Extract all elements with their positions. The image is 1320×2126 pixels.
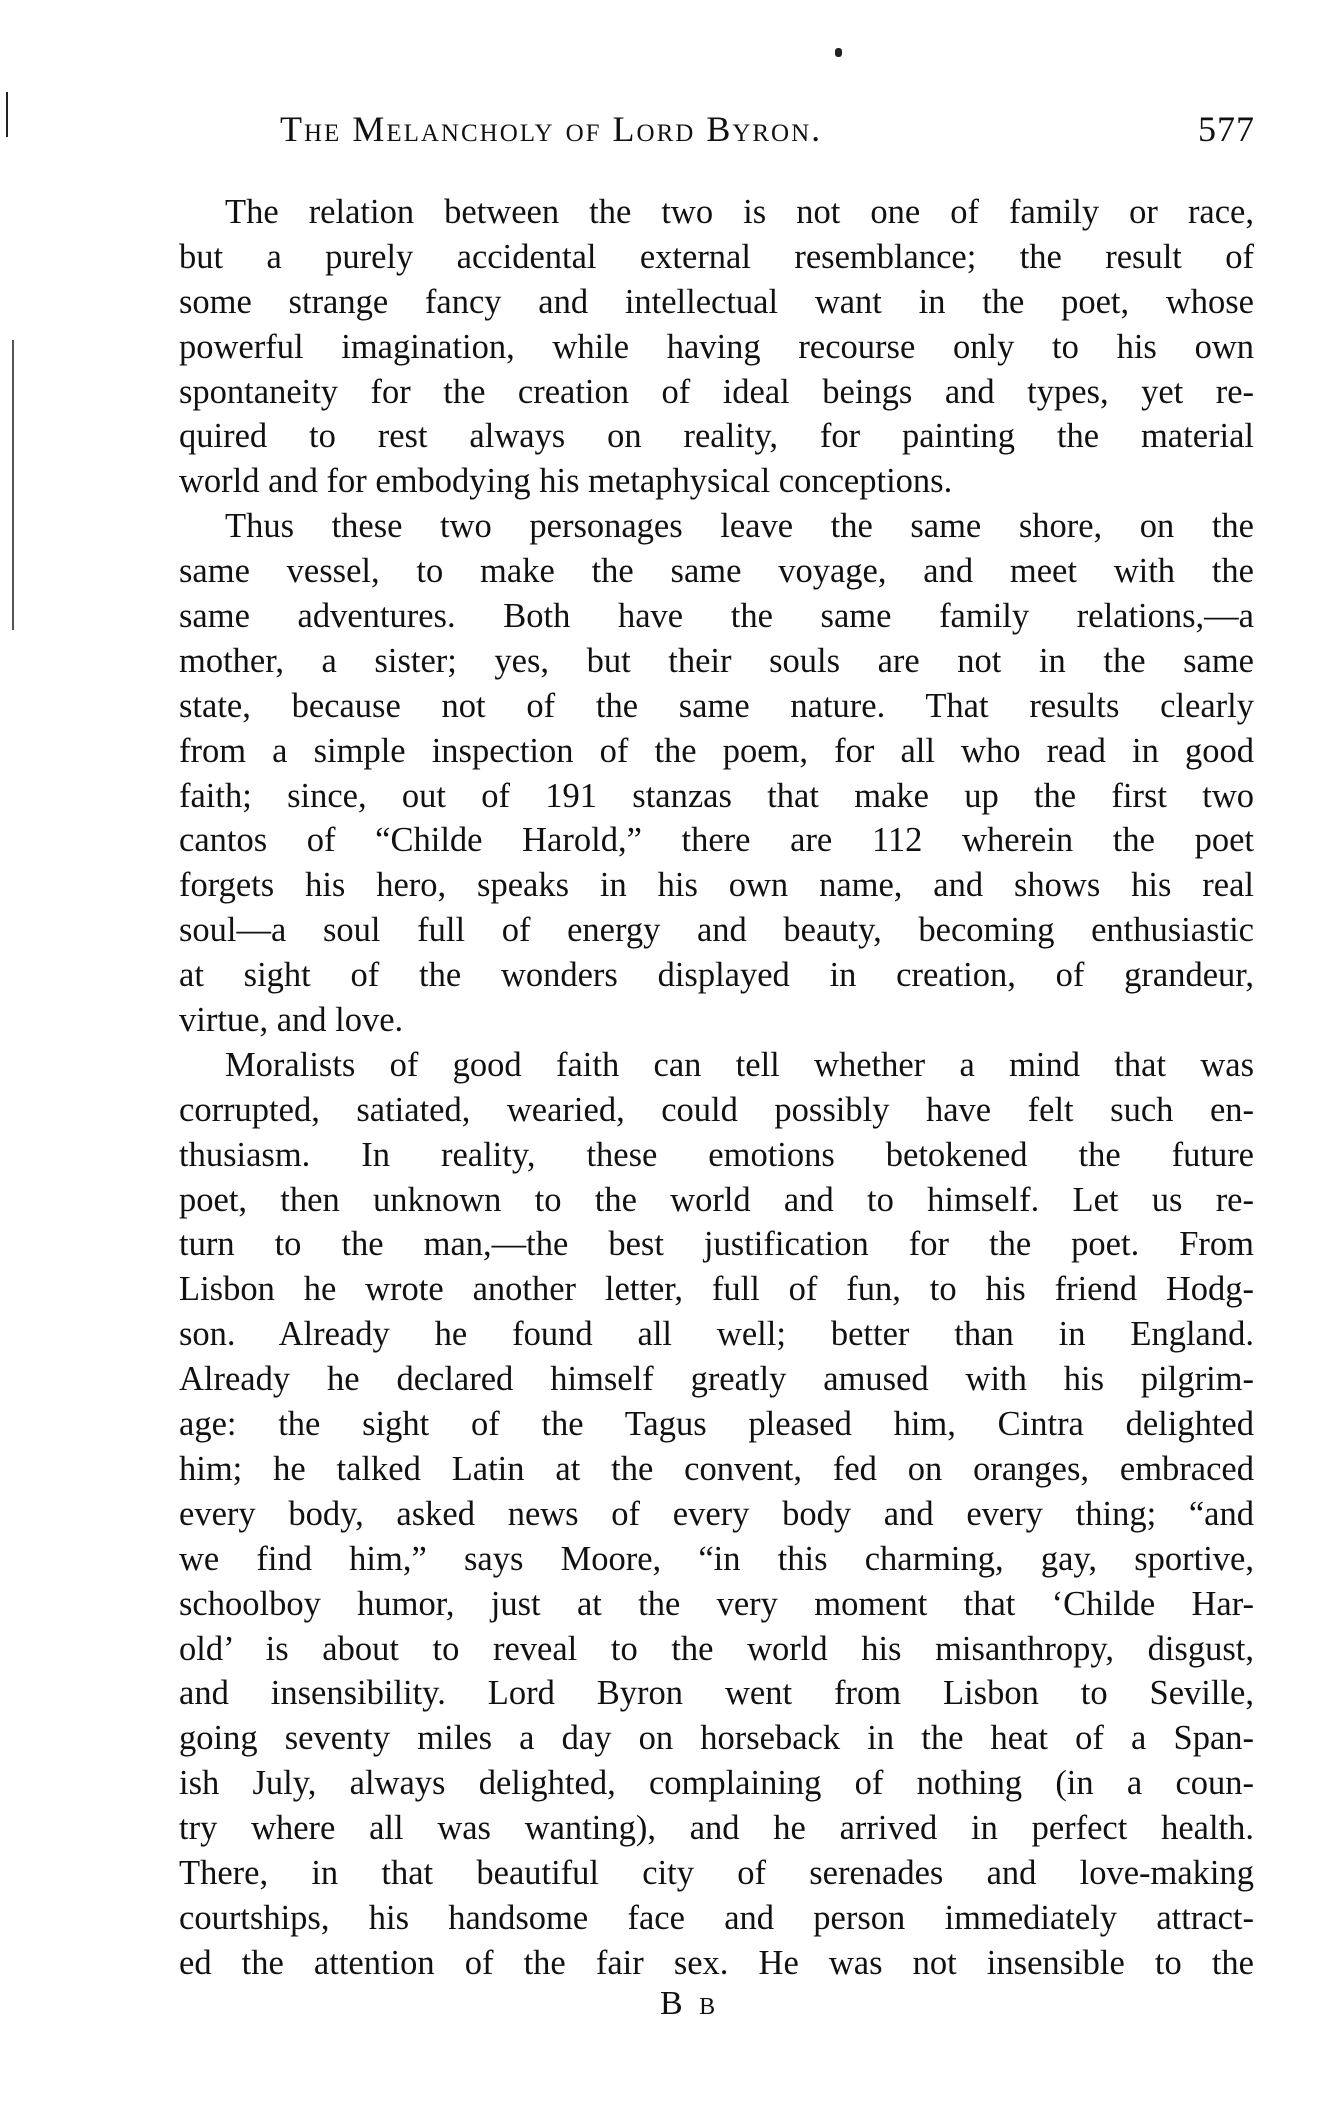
text-line: son. Already he found all well; better than in England.	[179, 1315, 1254, 1354]
text-line: poet, then unknown to the world and to himself. Let us re-	[179, 1180, 1254, 1219]
text-line: Already he declared himself greatly amused with his pilgrim-	[179, 1360, 1254, 1399]
text-line: same adventures. Both have the same family relations,—a	[179, 597, 1254, 636]
text-line: courtships, his handsome face and person immediately attract-	[179, 1898, 1254, 1937]
text-line: faith; since, out of 191 stanzas that make up the first two	[179, 776, 1254, 815]
page-number: 577	[1198, 109, 1255, 149]
text-line: thusiasm. In reality, these emotions betokened the future	[179, 1135, 1254, 1174]
text-line: age: the sight of the Tagus pleased him, Cintra delighted	[179, 1405, 1254, 1444]
running-title: The Melancholy of Lord Byron.	[280, 109, 823, 149]
text-line: world and for embodying his metaphysical conceptions.	[179, 462, 953, 501]
text-line: same vessel, to make the same voyage, and meet with the	[179, 552, 1254, 591]
signature-mark: B b	[660, 1985, 720, 2022]
paragraph	[179, 504, 1254, 1043]
text-line: quired to rest always on reality, for painting the material	[179, 417, 1254, 456]
text-line: him; he talked Latin at the convent, fed on oranges, embraced	[179, 1449, 1254, 1488]
paragraph	[179, 190, 1254, 504]
text-line: but a purely accidental external resemblance; the result of	[179, 237, 1254, 276]
text-line: some strange fancy and intellectual want in the poet, whose	[179, 282, 1254, 321]
scan-speck	[835, 48, 842, 57]
text-line: soul—a soul full of energy and beauty, becoming enthusiastic	[179, 911, 1254, 950]
text-line: There, in that beautiful city of serenades and love-making	[179, 1853, 1254, 1892]
text-line: state, because not of the same nature. That results clearly	[179, 686, 1254, 725]
page-body	[179, 190, 1254, 1986]
text-line: turn to the man,—the best justification for the poet. From	[179, 1225, 1254, 1264]
text-line: from a simple inspection of the poem, for all who read in good	[179, 731, 1254, 770]
text-line: every body, asked news of every body and every thing; “and	[179, 1494, 1254, 1533]
text-line: mother, a sister; yes, but their souls are not in the same	[179, 641, 1254, 680]
scan-edge-line	[6, 92, 8, 137]
text-line: Moralists of good faith can tell whether a mind that was	[225, 1045, 1254, 1084]
text-line: cantos of “Childe Harold,” there are 112 wherein the poet	[179, 821, 1254, 860]
text-line: ed the attention of the fair sex. He was not insensible to the	[179, 1943, 1254, 1982]
text-line: schoolboy humor, just at the very moment that ‘Childe Har-	[179, 1584, 1254, 1623]
text-line: spontaneity for the creation of ideal beings and types, yet re-	[179, 372, 1254, 411]
text-line: forgets his hero, speaks in his own name, and shows his real	[179, 866, 1254, 905]
text-line: virtue, and love.	[179, 1001, 404, 1040]
text-line: going seventy miles a day on horseback in the heat of a Span-	[179, 1719, 1254, 1758]
text-line: at sight of the wonders displayed in creation, of grandeur,	[179, 956, 1254, 995]
text-line: old’ is about to reveal to the world his misanthropy, disgust,	[179, 1629, 1254, 1668]
text-line: powerful imagination, while having recourse only to his own	[179, 327, 1254, 366]
text-line: Lisbon he wrote another letter, full of fun, to his friend Hodg-	[179, 1270, 1254, 1309]
text-line: we find him,” says Moore, “in this charming, gay, sportive,	[179, 1539, 1254, 1578]
text-line: corrupted, satiated, wearied, could possibly have felt such en-	[179, 1090, 1254, 1129]
text-line: Thus these two personages leave the same shore, on the	[225, 507, 1254, 546]
text-line: ish July, always delighted, complaining of nothing (in a coun-	[179, 1764, 1254, 1803]
running-header	[280, 108, 1255, 158]
text-line: The relation between the two is not one of family or race,	[225, 193, 1254, 231]
scan-edge-line	[12, 340, 14, 630]
text-line: try where all was wanting), and he arrived in perfect health.	[179, 1809, 1254, 1848]
text-line: and insensibility. Lord Byron went from Lisbon to Seville,	[179, 1674, 1254, 1713]
paragraph	[179, 1043, 1254, 1986]
